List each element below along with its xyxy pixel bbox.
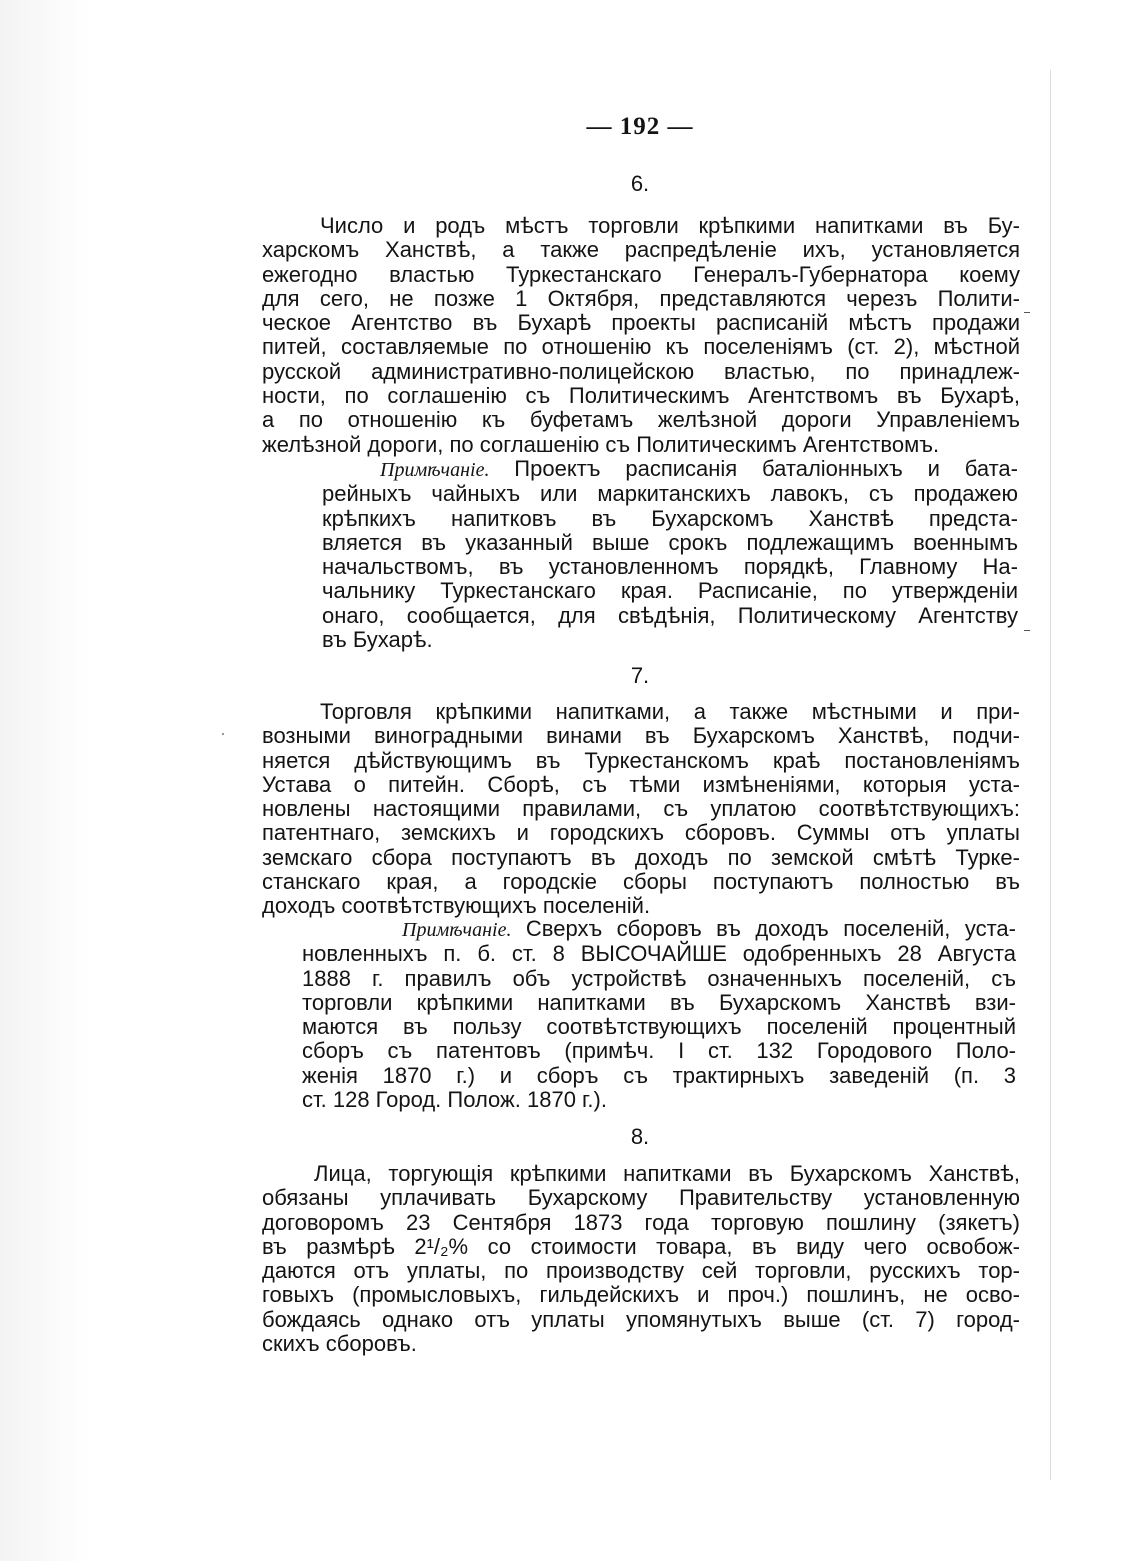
section-number-7: 7.	[630, 663, 650, 688]
page-right-fold	[1050, 70, 1051, 1480]
text-line: торговли крѣпкими напитками въ Бухарскомъ Ханствѣ взи-	[302, 989, 1016, 1015]
text-line: а по отношенію къ буфетамъ желѣзной дороги Управленіемъ	[262, 407, 1020, 433]
text-line: крѣпкихъ напитковъ въ Бухарскомъ Ханствѣ предста-	[322, 505, 1018, 531]
text-line: для сего, не позже 1 Октября, представляются черезъ Полити-	[262, 285, 1020, 311]
page-number: — 192 —	[586, 113, 694, 140]
section-number-8: 8.	[630, 1124, 650, 1149]
text-line: скихъ сборовъ.	[262, 1331, 417, 1357]
text-line: чальнику Туркестанскаго края. Расписаніе, по утвержденіи	[322, 578, 1018, 604]
section-6-note	[322, 457, 1018, 652]
section-6-paragraph	[262, 214, 1020, 457]
text-line: маются въ пользу соотвѣтствующихъ поселеній процентный	[302, 1014, 1016, 1040]
text-line: Торговля крѣпкими напитками, а также мѣстными и при-	[320, 699, 1020, 724]
text-line: въ Бухарѣ.	[322, 627, 433, 653]
text-line: бождаясь однако отъ уплаты упомянутыхъ выше (ст. 7) город-	[262, 1306, 1020, 1332]
note-label: Примѣчаніе.	[402, 919, 512, 941]
section-7-note	[262, 917, 1016, 1112]
text-line: Устава о питейн. Сборѣ, съ тѣми измѣненіями, которыя уста-	[262, 771, 1020, 797]
text-line-content: Сверхъ сборовъ въ доходъ поселеній, уста-	[525, 916, 1016, 941]
page-edge-shadow	[0, 0, 90, 1561]
text-line: 1888 г. правилъ объ устройствѣ означенныхъ поселеній, съ	[302, 965, 1016, 991]
text-line: Лица, торгующія крѣпкими напитками въ Бухарскомъ Ханствѣ,	[314, 1161, 1020, 1186]
margin-mark	[1024, 630, 1030, 631]
text-line: няется дѣйствующимъ въ Туркестанскомъ краѣ постановленіямъ	[262, 747, 1020, 773]
text-line: ежегодно властью Туркестанскаго Генералъ-Губернатора коему	[262, 261, 1020, 287]
text-line: начальствомъ, въ установленномъ порядкѣ, Главному На-	[322, 554, 1018, 580]
text-line: новлены настоящими правилами, съ уплатою соотвѣтствующихъ:	[262, 796, 1020, 822]
text-line: сборъ съ патентовъ (примѣч. I ст. 132 Городового Поло-	[302, 1038, 1016, 1064]
text-line: харскомъ Ханствѣ, а также распредѣленіе ихъ, установляется	[262, 237, 1020, 263]
text-line: обязаны уплачивать Бухарскому Правительству установленную	[262, 1185, 1020, 1211]
text-line	[262, 917, 1016, 942]
text-line: русской административно-полицейскою властью, по принадлеж-	[262, 358, 1020, 384]
text-line: говыхъ (промысловыхъ, гильдейскихъ и проч.) пошлинъ, не осво-	[262, 1282, 1020, 1308]
text-line: вляется въ указанный выше срокъ подлежащимъ военнымъ	[322, 529, 1018, 555]
text-line: въ размѣрѣ 2¹/₂% со стоимости товара, въ виду чего освобож-	[262, 1233, 1020, 1259]
text-line: новленныхъ п. б. ст. 8 ВЫСОЧАЙШЕ одобренныхъ 28 Августа	[302, 941, 1016, 967]
section-8-paragraph	[262, 1162, 1020, 1356]
text-line: ческое Агентство въ Бухарѣ проекты расписаній мѣстъ продажи	[262, 310, 1020, 336]
text-line-content: Проектъ расписанія баталіонныхъ и бата-	[514, 456, 1018, 481]
stray-dot	[222, 733, 224, 735]
text-line	[322, 457, 1018, 482]
text-line: договоромъ 23 Сентября 1873 года торговую пошлину (зякетъ)	[262, 1209, 1020, 1235]
text-line: станскаго края, а городскіе сборы поступаютъ полностью въ	[262, 869, 1020, 895]
section-number-6: 6.	[630, 171, 650, 196]
note-label: Примѣчаніе.	[380, 459, 490, 481]
text-line: патентнаго, земскихъ и городскихъ сборовъ. Суммы отъ уплаты	[262, 820, 1020, 846]
text-line: ности, по соглашенію съ Политическимъ Агентствомъ въ Бухарѣ,	[262, 383, 1020, 409]
text-line: даются отъ уплаты, по производству сей торговли, русскихъ тор-	[262, 1258, 1020, 1284]
section-7-paragraph	[262, 700, 1020, 919]
text-line: ст. 128 Город. Полож. 1870 г.).	[302, 1087, 607, 1113]
text-line: земскаго сбора поступаютъ въ доходъ по земской смѣтѣ Турке-	[262, 844, 1020, 870]
text-line: Число и родъ мѣстъ торговли крѣпкими напитками въ Бу-	[320, 213, 1020, 238]
text-line: онаго, сообщается, для свѣдѣнія, Политическому Агентству	[322, 602, 1018, 628]
text-line: женія 1870 г.) и сборъ съ трактирныхъ заведеній (п. 3	[302, 1062, 1016, 1088]
text-line: доходъ соотвѣтствующихъ поселеній.	[262, 893, 651, 919]
text-line: рейныхъ чайныхъ или маркитанскихъ лавокъ, съ продажею	[322, 481, 1018, 507]
text-line: желѣзной дороги, по соглашенію съ Политическимъ Агентствомъ.	[262, 431, 940, 457]
text-line: питей, составляемые по отношенію къ поселеніямъ (ст. 2), мѣстной	[262, 334, 1020, 360]
text-line: возными виноградными винами въ Бухарскомъ Ханствѣ, подчи-	[262, 723, 1020, 749]
margin-mark	[1024, 312, 1030, 313]
